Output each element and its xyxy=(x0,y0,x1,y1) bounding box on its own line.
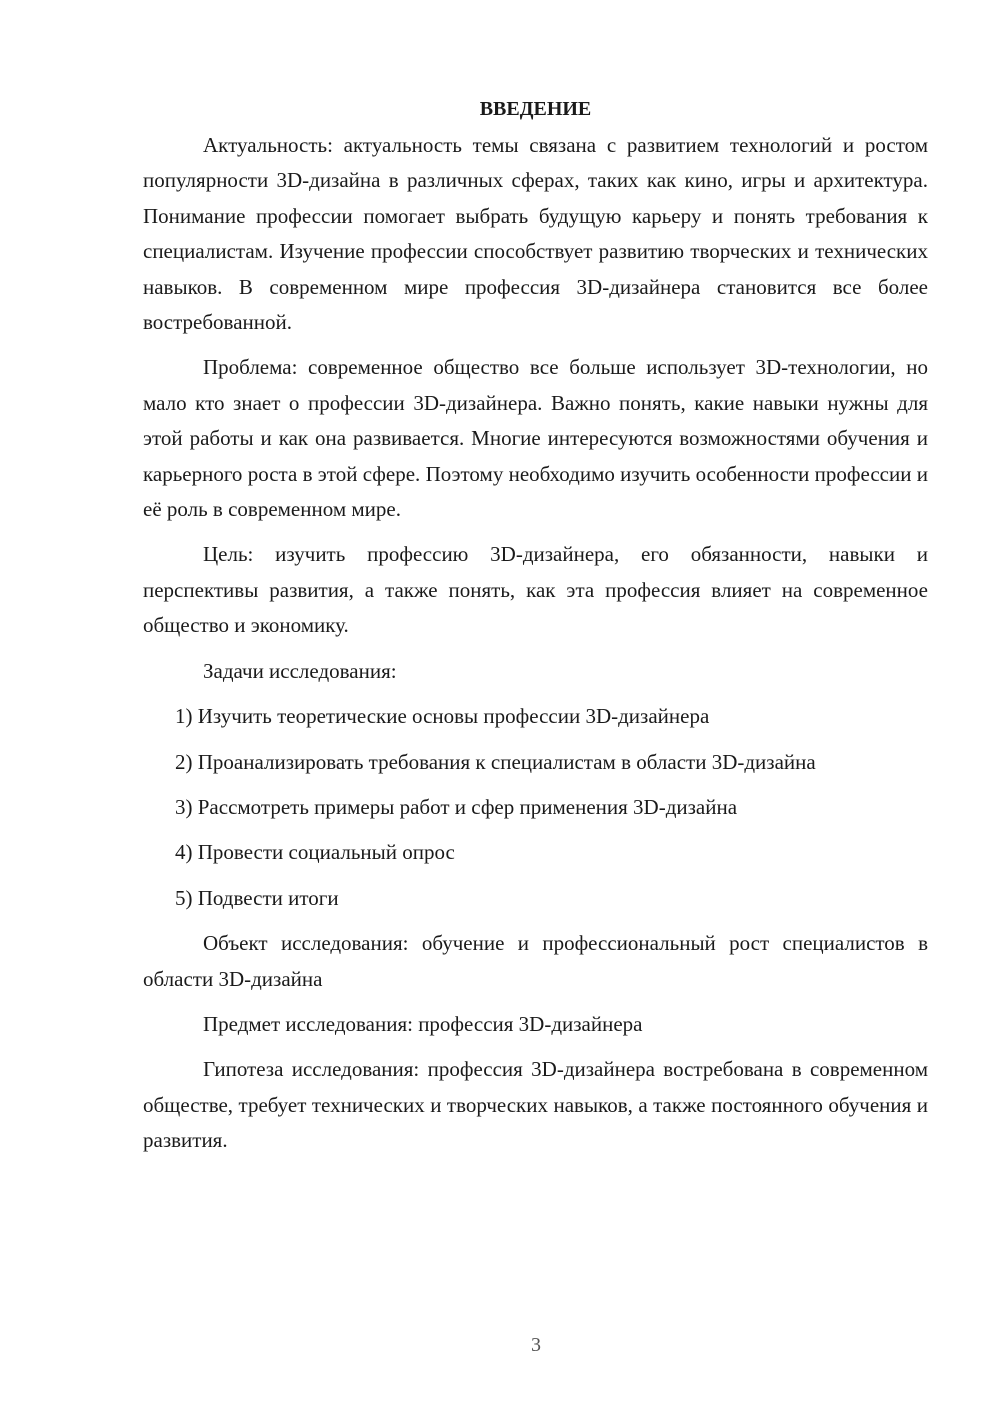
goal-paragraph: Цель: изучить профессию 3D-дизайнера, его обязанности, навыки и перспективы развития, а также понять, как эта профессия влияет на современное общество и экономику. xyxy=(143,542,928,638)
list-item: 4) Провести социальный опрос xyxy=(175,840,455,865)
document-page xyxy=(143,92,928,1159)
list-item: 5) Подвести итоги xyxy=(175,885,339,910)
problem-paragraph: Проблема: современное общество все больше использует 3D-технологии, но мало кто знает о профессии 3D-дизайнера. Важно понять, какие навыки нужны для этой работы и как она развивается. Многие интересуются возможностями обучения и карьерного роста в этой сфере. Поэтому необходимо изучить особенности профессии и её роль в современном мире. xyxy=(143,355,928,522)
hypothesis-paragraph: Гипотеза исследования: профессия 3D-дизайнера востребована в современном обществе, требует технических и творческих навыков, а также постоянного обучения и развития. xyxy=(143,1057,928,1153)
section-heading: ВВЕДЕНИЕ xyxy=(479,98,592,120)
tasks-list xyxy=(143,699,928,916)
list-item: 1) Изучить теоретические основы профессии 3D-дизайнера xyxy=(175,704,710,729)
object-paragraph: Объект исследования: обучение и профессиональный рост специалистов в области 3D-дизайна xyxy=(143,931,928,991)
page-number: 3 xyxy=(531,1334,541,1356)
subject-paragraph: Предмет исследования: профессия 3D-дизайнера xyxy=(203,1011,643,1036)
list-item: 3) Рассмотреть примеры работ и сфер применения 3D-дизайна xyxy=(175,794,738,819)
tasks-intro: Задачи исследования: xyxy=(203,658,397,683)
list-item: 2) Проанализировать требования к специалистам в области 3D-дизайна xyxy=(175,749,816,774)
relevance-paragraph: Актуальность: актуальность темы связана с развитием технологий и ростом популярности 3D-дизайна в различных сферах, таких как кино, игры и архитектура. Понимание профессии помогает выбрать будущую карьеру и понять требования к специалистам. Изучение профессии способствует развитию творческих и технических навыков. В современном мире профессия 3D-дизайнера становится все более востребованной. xyxy=(143,133,928,335)
